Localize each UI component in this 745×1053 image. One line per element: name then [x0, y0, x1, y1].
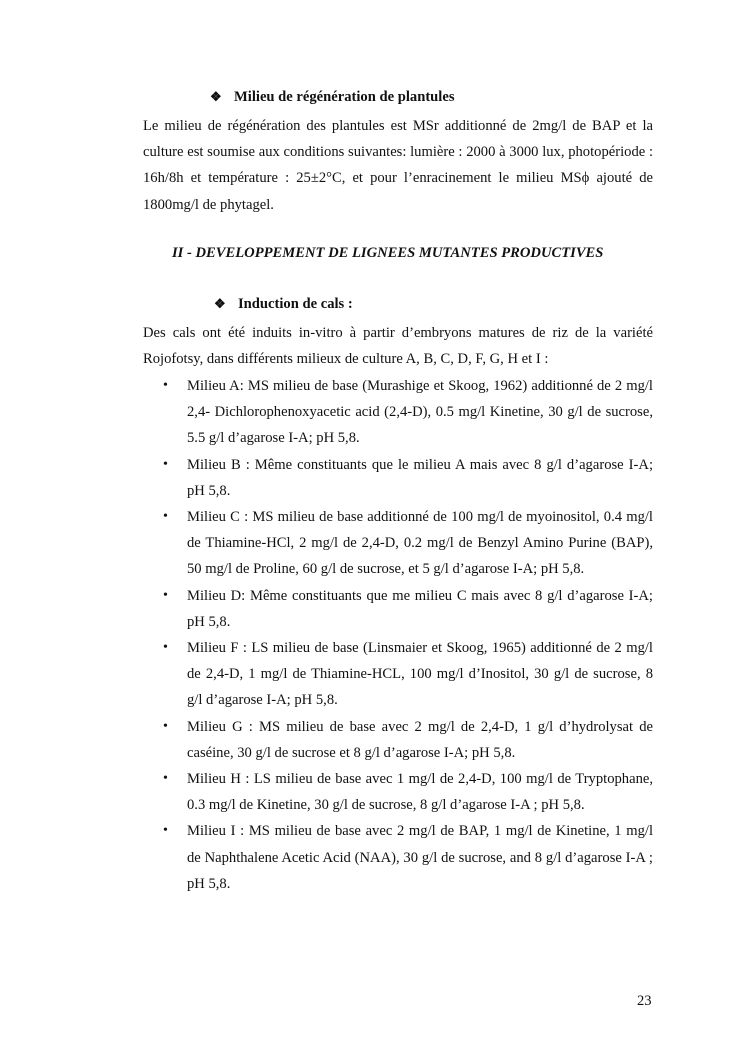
list-item-text: Milieu G : MS milieu de base avec 2 mg/l de 2,4-D, 1 g/l d’hydrolysat de caséine, 30 g/l de sucrose et 8 g/l d’agarose I-A; pH 5,8.	[187, 718, 653, 761]
list-item	[143, 452, 653, 504]
milieu-list	[143, 373, 653, 897]
list-item-text: Milieu A: MS milieu de base (Murashige et Skoog, 1962) additionné de 2 mg/l 2,4- Dichlorophenoxyacetic acid (2,4-D), 0.5 mg/l Kinetine, 30 g/l de sucrose, 5.5 g/l d’agarose I-A; pH 5,8.	[187, 378, 653, 447]
list-item	[143, 504, 653, 583]
heading-induction	[214, 296, 353, 313]
page-number: 23	[637, 993, 652, 1009]
bullet-dot-icon: •	[163, 823, 168, 839]
regeneration-paragraph: Le milieu de régénération des plantules est MSr additionné de 2mg/l de BAP et la culture est soumise aux conditions suivantes: lumière : 2000 à 3000 lux, photopériode : 16h/8h et température : 25±2°C, et pour l’enracinement le milieu MSϕ ajouté de 1800mg/l de phytagel.	[143, 118, 653, 213]
heading-induction-text: Induction de cals :	[238, 296, 353, 312]
list-item-text: Milieu F : LS milieu de base (Linsmaier et Skoog, 1965) additionné de 2 mg/l de 2,4-D, 1 mg/l de Thiamine-HCL, 100 mg/l d’Inositol, 30 g/l de sucrose, 8 g/l d’agarose I-A; pH 5,8.	[187, 640, 653, 709]
list-item-text: Milieu D: Même constituants que me milieu C mais avec 8 g/l d’agarose I-A; pH 5,8.	[187, 587, 653, 630]
section-title: II - DEVELOPPEMENT DE LIGNEES MUTANTES PRODUCTIVES	[172, 245, 604, 261]
list-item-text: Milieu H : LS milieu de base avec 1 mg/l de 2,4-D, 100 mg/l de Tryptophane, 0.3 mg/l de Kinetine, 30 g/l de sucrose, 8 g/l d’agarose I-A ; pH 5,8.	[187, 771, 653, 814]
list-item	[143, 766, 653, 818]
bullet-dot-icon: •	[163, 587, 168, 603]
list-item	[143, 373, 653, 452]
bullet-dot-icon: •	[163, 509, 168, 525]
bullet-dot-icon: •	[163, 771, 168, 787]
list-item-text: Milieu B : Même constituants que le milieu A mais avec 8 g/l d’agarose I-A; pH 5,8.	[187, 456, 653, 499]
diamond-bullet-icon: ❖	[214, 296, 226, 311]
list-item-text: Milieu C : MS milieu de base additionné de 100 mg/l de myoinositol, 0.4 mg/l de Thiamine-HCl, 2 mg/l de 2,4-D, 0.2 mg/l de Benzyl Amino Purine (BAP), 50 mg/l de Proline, 60 g/l de sucrose, et 5 g/l d’agarose I-A; pH 5,8.	[187, 509, 653, 578]
bullet-dot-icon: •	[163, 640, 168, 656]
list-item	[143, 714, 653, 766]
bullet-dot-icon: •	[163, 456, 168, 472]
bullet-dot-icon: •	[163, 718, 168, 734]
heading-regeneration	[210, 89, 455, 106]
diamond-bullet-icon: ❖	[210, 89, 222, 104]
list-item	[143, 635, 653, 714]
bullet-dot-icon: •	[163, 378, 168, 393]
induction-intro: Des cals ont été induits in-vitro à partir d’embryons matures de riz de la variété Rojofotsy, dans différents milieux de culture A, B, C, D, F, G, H et I :	[143, 325, 653, 368]
list-item-text: Milieu I : MS milieu de base avec 2 mg/l de BAP, 1 mg/l de Kinetine, 1 mg/l de Naphthalene Acetic Acid (NAA), 30 g/l de sucrose, and 8 g/l d’agarose I-A ; pH 5,8.	[187, 823, 653, 892]
list-item	[143, 583, 653, 635]
list-item	[143, 818, 653, 897]
heading-regeneration-text: Milieu de régénération de plantules	[234, 89, 455, 105]
